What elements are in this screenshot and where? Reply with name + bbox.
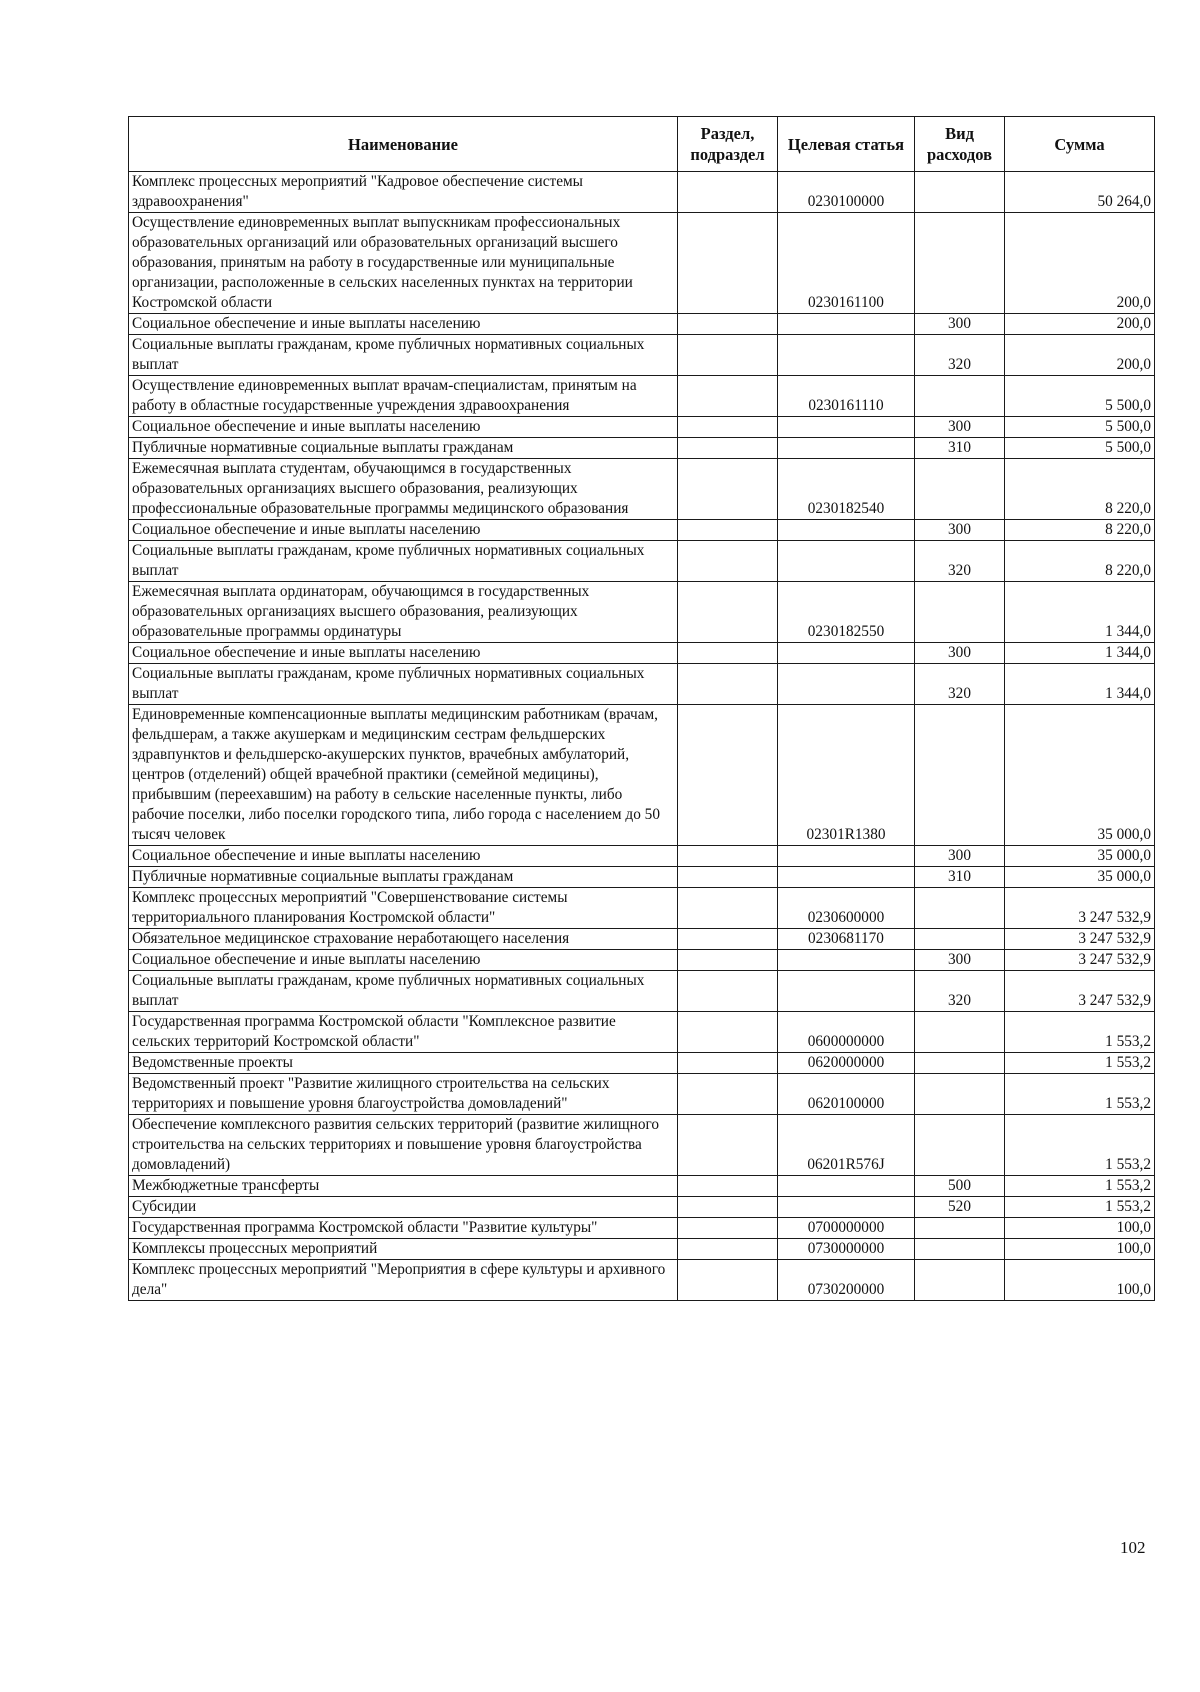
- cell-name: Социальные выплаты гражданам, кроме публичных нормативных социальных выплат: [129, 971, 678, 1012]
- cell-article: [778, 1197, 915, 1218]
- cell-razdel: [678, 417, 778, 438]
- cell-article: [778, 971, 915, 1012]
- cell-vid: [915, 213, 1005, 314]
- table-row: [129, 705, 1155, 846]
- cell-summa: 3 247 532,9: [1005, 950, 1155, 971]
- table-body: [129, 172, 1155, 1301]
- cell-razdel: [678, 1218, 778, 1239]
- cell-vid: 320: [915, 541, 1005, 582]
- cell-vid: 300: [915, 314, 1005, 335]
- table-row: [129, 1260, 1155, 1301]
- cell-name: Социальные выплаты гражданам, кроме публичных нормативных социальных выплат: [129, 664, 678, 705]
- cell-vid: 320: [915, 335, 1005, 376]
- cell-article: [778, 335, 915, 376]
- table-row: [129, 929, 1155, 950]
- cell-summa: 8 220,0: [1005, 520, 1155, 541]
- cell-summa: 1 553,2: [1005, 1053, 1155, 1074]
- table-row: [129, 1115, 1155, 1176]
- cell-vid: 310: [915, 867, 1005, 888]
- cell-article: 02301R1380: [778, 705, 915, 846]
- cell-summa: 5 500,0: [1005, 438, 1155, 459]
- cell-name: Ежемесячная выплата студентам, обучающимся в государственных образовательных организациях высшего образования, реализующих профессиональные образовательные программы медицинского образования: [129, 459, 678, 520]
- cell-razdel: [678, 314, 778, 335]
- table-row: [129, 664, 1155, 705]
- cell-name: Социальные выплаты гражданам, кроме публичных нормативных социальных выплат: [129, 541, 678, 582]
- cell-article: 0230182550: [778, 582, 915, 643]
- cell-summa: 1 344,0: [1005, 643, 1155, 664]
- table-row: [129, 376, 1155, 417]
- cell-name: Ведомственные проекты: [129, 1053, 678, 1074]
- cell-summa: 100,0: [1005, 1218, 1155, 1239]
- cell-summa: 50 264,0: [1005, 172, 1155, 213]
- cell-vid: 310: [915, 438, 1005, 459]
- cell-summa: 3 247 532,9: [1005, 888, 1155, 929]
- table-row: [129, 1012, 1155, 1053]
- table-row: [129, 459, 1155, 520]
- table-row: [129, 213, 1155, 314]
- cell-razdel: [678, 1197, 778, 1218]
- cell-article: 0700000000: [778, 1218, 915, 1239]
- cell-name: Публичные нормативные социальные выплаты гражданам: [129, 867, 678, 888]
- cell-summa: 100,0: [1005, 1260, 1155, 1301]
- table-row: [129, 1218, 1155, 1239]
- cell-vid: 300: [915, 520, 1005, 541]
- cell-razdel: [678, 1115, 778, 1176]
- cell-name: Осуществление единовременных выплат врачам-специалистам, принятым на работу в областные государственные учреждения здравоохранения: [129, 376, 678, 417]
- cell-name: Межбюджетные трансферты: [129, 1176, 678, 1197]
- header-vid: Вид расходов: [915, 117, 1005, 172]
- header-name: Наименование: [129, 117, 678, 172]
- table-row: [129, 582, 1155, 643]
- cell-vid: 320: [915, 664, 1005, 705]
- table-row: [129, 1053, 1155, 1074]
- cell-summa: 3 247 532,9: [1005, 971, 1155, 1012]
- table-row: [129, 888, 1155, 929]
- cell-article: [778, 314, 915, 335]
- table-row: [129, 1197, 1155, 1218]
- table-row: [129, 541, 1155, 582]
- cell-vid: [915, 172, 1005, 213]
- cell-summa: 1 553,2: [1005, 1012, 1155, 1053]
- cell-name: Комплексы процессных мероприятий: [129, 1239, 678, 1260]
- cell-vid: [915, 1239, 1005, 1260]
- cell-summa: 200,0: [1005, 213, 1155, 314]
- cell-name: Обязательное медицинское страхование неработающего населения: [129, 929, 678, 950]
- cell-summa: 200,0: [1005, 314, 1155, 335]
- cell-summa: 35 000,0: [1005, 867, 1155, 888]
- cell-razdel: [678, 1074, 778, 1115]
- cell-article: [778, 1176, 915, 1197]
- cell-name: Социальное обеспечение и иные выплаты населению: [129, 520, 678, 541]
- cell-summa: 35 000,0: [1005, 846, 1155, 867]
- cell-article: 0230100000: [778, 172, 915, 213]
- cell-razdel: [678, 376, 778, 417]
- page-number: 102: [1120, 1538, 1146, 1557]
- cell-vid: [915, 1053, 1005, 1074]
- table-row: [129, 971, 1155, 1012]
- cell-article: 0230161110: [778, 376, 915, 417]
- cell-summa: 5 500,0: [1005, 417, 1155, 438]
- cell-razdel: [678, 520, 778, 541]
- cell-summa: 8 220,0: [1005, 541, 1155, 582]
- cell-summa: 100,0: [1005, 1239, 1155, 1260]
- cell-article: [778, 417, 915, 438]
- cell-name: Комплекс процессных мероприятий "Кадровое обеспечение системы здравоохранения": [129, 172, 678, 213]
- cell-name: Комплекс процессных мероприятий "Совершенствование системы территориального планирования Костромской области": [129, 888, 678, 929]
- cell-vid: [915, 1260, 1005, 1301]
- table-row: [129, 314, 1155, 335]
- cell-razdel: [678, 1053, 778, 1074]
- cell-name: Государственная программа Костромской области "Комплексное развитие сельских территорий Костромской области": [129, 1012, 678, 1053]
- cell-summa: 5 500,0: [1005, 376, 1155, 417]
- cell-article: 0230161100: [778, 213, 915, 314]
- cell-vid: [915, 929, 1005, 950]
- cell-razdel: [678, 950, 778, 971]
- cell-razdel: [678, 664, 778, 705]
- cell-name: Публичные нормативные социальные выплаты гражданам: [129, 438, 678, 459]
- cell-name: Осуществление единовременных выплат выпускникам профессиональных образовательных организаций или образовательных организаций высшего образования, принятым на работу в государственные или муниципальные организации, расположенные в сельских населенных пунктах на территории Костромской области: [129, 213, 678, 314]
- cell-article: [778, 541, 915, 582]
- cell-razdel: [678, 1012, 778, 1053]
- cell-article: [778, 846, 915, 867]
- cell-article: 0600000000: [778, 1012, 915, 1053]
- table-row: [129, 1239, 1155, 1260]
- cell-razdel: [678, 438, 778, 459]
- cell-article: 0620100000: [778, 1074, 915, 1115]
- cell-article: [778, 950, 915, 971]
- cell-razdel: [678, 459, 778, 520]
- cell-vid: [915, 459, 1005, 520]
- cell-vid: [915, 582, 1005, 643]
- table-header-row: [129, 117, 1155, 172]
- cell-vid: 300: [915, 643, 1005, 664]
- table-row: [129, 417, 1155, 438]
- cell-name: Социальное обеспечение и иные выплаты населению: [129, 417, 678, 438]
- cell-name: Социальное обеспечение и иные выплаты населению: [129, 314, 678, 335]
- cell-summa: 1 553,2: [1005, 1074, 1155, 1115]
- cell-vid: [915, 888, 1005, 929]
- cell-vid: 300: [915, 950, 1005, 971]
- cell-summa: 1 344,0: [1005, 664, 1155, 705]
- cell-razdel: [678, 643, 778, 664]
- cell-name: Обеспечение комплексного развития сельских территорий (развитие жилищного строительства на сельских территориях и повышение уровня благоустройства домовладений): [129, 1115, 678, 1176]
- cell-article: 06201R576J: [778, 1115, 915, 1176]
- cell-vid: [915, 1012, 1005, 1053]
- cell-razdel: [678, 1260, 778, 1301]
- cell-vid: [915, 376, 1005, 417]
- cell-vid: 500: [915, 1176, 1005, 1197]
- cell-article: [778, 438, 915, 459]
- cell-summa: 1 344,0: [1005, 582, 1155, 643]
- budget-table: [128, 116, 1155, 1301]
- cell-name: Единовременные компенсационные выплаты медицинским работникам (врачам, фельдшерам, а также акушеркам и медицинским сестрам фельдшерских здравпунктов и фельдшерско-акушерских пунктов, врачебных амбулаторий, центров (отделений) общей врачебной практики (семейной медицины), прибывшим (переехавшим) на работу в сельские населенные пункты, либо рабочие поселки, либо поселки городского типа, либо города с населением до 50 тысяч человек: [129, 705, 678, 846]
- cell-summa: 8 220,0: [1005, 459, 1155, 520]
- cell-name: Социальное обеспечение и иные выплаты населению: [129, 643, 678, 664]
- cell-article: 0230681170: [778, 929, 915, 950]
- cell-vid: 300: [915, 846, 1005, 867]
- cell-article: 0230600000: [778, 888, 915, 929]
- cell-razdel: [678, 705, 778, 846]
- cell-name: Социальное обеспечение и иные выплаты населению: [129, 846, 678, 867]
- cell-article: [778, 520, 915, 541]
- cell-article: 0730200000: [778, 1260, 915, 1301]
- cell-vid: [915, 1074, 1005, 1115]
- cell-article: 0620000000: [778, 1053, 915, 1074]
- table-row: [129, 335, 1155, 376]
- cell-summa: 1 553,2: [1005, 1115, 1155, 1176]
- header-razdel: Раздел, подраздел: [678, 117, 778, 172]
- table-row: [129, 643, 1155, 664]
- cell-name: Комплекс процессных мероприятий "Мероприятия в сфере культуры и архивного дела": [129, 1260, 678, 1301]
- table-row: [129, 867, 1155, 888]
- cell-razdel: [678, 846, 778, 867]
- cell-vid: [915, 1115, 1005, 1176]
- cell-article: [778, 643, 915, 664]
- cell-summa: 35 000,0: [1005, 705, 1155, 846]
- cell-summa: 200,0: [1005, 335, 1155, 376]
- cell-razdel: [678, 929, 778, 950]
- cell-razdel: [678, 541, 778, 582]
- table-row: [129, 846, 1155, 867]
- cell-vid: [915, 1218, 1005, 1239]
- cell-vid: 320: [915, 971, 1005, 1012]
- cell-razdel: [678, 335, 778, 376]
- cell-razdel: [678, 1239, 778, 1260]
- cell-name: Ежемесячная выплата ординаторам, обучающимся в государственных образовательных организациях высшего образования, реализующих образовательные программы ординатуры: [129, 582, 678, 643]
- cell-razdel: [678, 172, 778, 213]
- cell-razdel: [678, 867, 778, 888]
- header-article: Целевая статья: [778, 117, 915, 172]
- table-row: [129, 1176, 1155, 1197]
- cell-razdel: [678, 1176, 778, 1197]
- cell-vid: [915, 705, 1005, 846]
- table-row: [129, 172, 1155, 213]
- cell-article: [778, 867, 915, 888]
- cell-razdel: [678, 888, 778, 929]
- cell-summa: 3 247 532,9: [1005, 929, 1155, 950]
- table-row: [129, 950, 1155, 971]
- cell-article: 0230182540: [778, 459, 915, 520]
- cell-razdel: [678, 213, 778, 314]
- cell-razdel: [678, 971, 778, 1012]
- table-row: [129, 438, 1155, 459]
- table-row: [129, 1074, 1155, 1115]
- cell-article: 0730000000: [778, 1239, 915, 1260]
- cell-name: Ведомственный проект "Развитие жилищного строительства на сельских территориях и повышение уровня благоустройства домовладений": [129, 1074, 678, 1115]
- cell-razdel: [678, 582, 778, 643]
- cell-summa: 1 553,2: [1005, 1176, 1155, 1197]
- cell-name: Субсидии: [129, 1197, 678, 1218]
- cell-name: Социальное обеспечение и иные выплаты населению: [129, 950, 678, 971]
- cell-summa: 1 553,2: [1005, 1197, 1155, 1218]
- header-summa: Сумма: [1005, 117, 1155, 172]
- cell-name: Социальные выплаты гражданам, кроме публичных нормативных социальных выплат: [129, 335, 678, 376]
- cell-article: [778, 664, 915, 705]
- table-row: [129, 520, 1155, 541]
- cell-vid: 520: [915, 1197, 1005, 1218]
- cell-name: Государственная программа Костромской области "Развитие культуры": [129, 1218, 678, 1239]
- cell-vid: 300: [915, 417, 1005, 438]
